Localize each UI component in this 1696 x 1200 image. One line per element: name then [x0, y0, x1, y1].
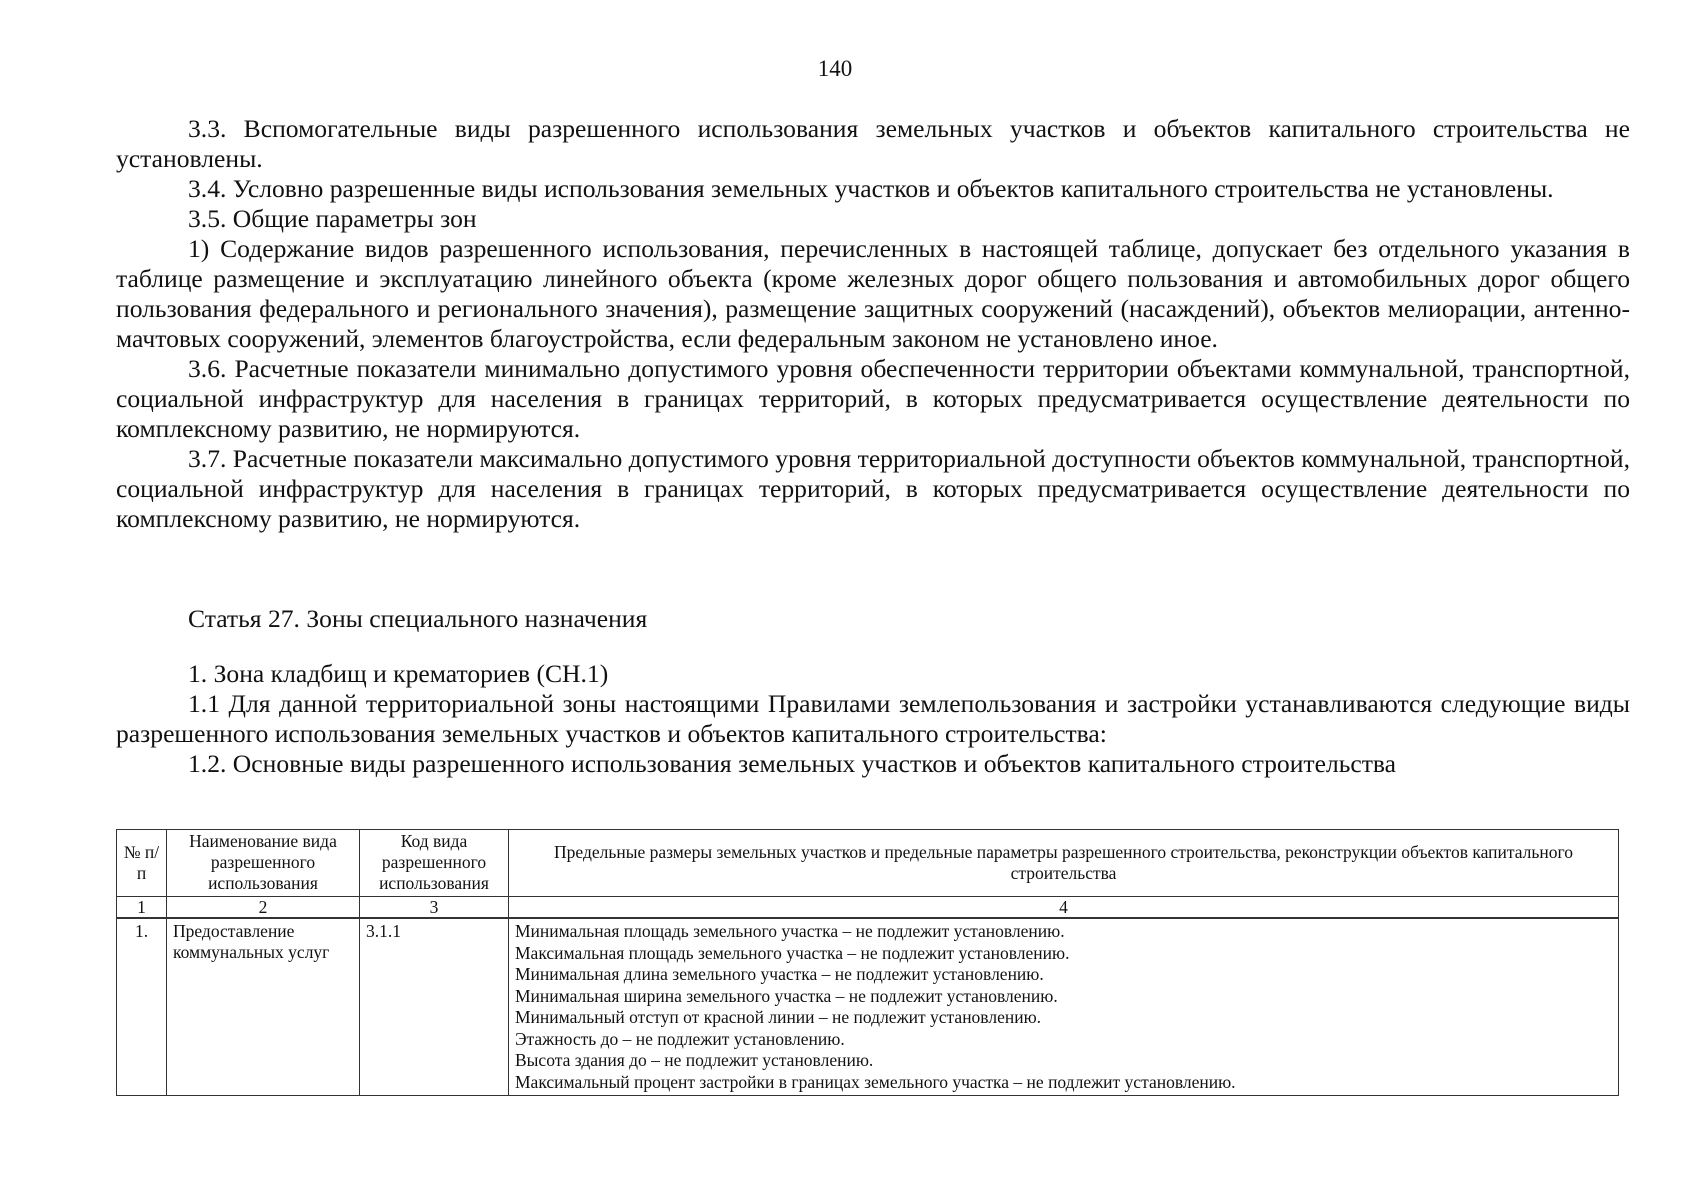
column-number: 1	[117, 897, 167, 919]
param-line: Минимальная площадь земельного участка – не подлежит установлению.	[515, 921, 1065, 941]
paragraph-1-2: 1.2. Основные виды разрешенного использования земельных участков и объектов капитального строительства	[188, 749, 1397, 778]
column-number: 2	[167, 897, 360, 919]
table-column-number-row	[117, 897, 1619, 919]
zone-heading: 1. Зона кладбищ и крематориев (СН.1)	[188, 659, 609, 688]
column-number: 3	[360, 897, 509, 919]
param-line: Минимальная ширина земельного участка – не подлежит установлению.	[515, 985, 1058, 1006]
document-body	[116, 114, 1630, 779]
param-line: Максимальный процент застройки в границах земельного участка – не подлежит установлению.	[515, 1071, 1236, 1092]
row-code: 3.1.1	[360, 918, 509, 1096]
header-num: № п/п	[117, 830, 167, 897]
param-line: Этажность до – не подлежит установлению.	[515, 1028, 845, 1049]
param-line: Высота здания до – не подлежит установлению.	[515, 1050, 874, 1070]
header-code: Код вида разрешенного использования	[360, 830, 509, 897]
paragraph-3-7: 3.7. Расчетные показатели максимально допустимого уровня территориальной доступности объектов коммунальной, транспортной, социальной инфраструктур для населения в границах территорий, в которых предусматривается осуществление деятельности по комплексному развитию, не нормируются.	[116, 444, 1630, 533]
paragraph-3-3: 3.3. Вспомогательные виды разрешенного использования земельных участков и объектов капитального строительства не установлены.	[116, 114, 1630, 173]
table-row	[117, 918, 1619, 1096]
row-num: 1.	[117, 918, 167, 1096]
land-use-table	[116, 829, 1619, 1096]
header-name: Наименование вида разрешенного использования	[167, 830, 360, 897]
param-line: Минимальная длина земельного участка – не подлежит установлению.	[515, 964, 1044, 984]
column-number: 4	[509, 897, 1619, 919]
param-line: Максимальная площадь земельного участка – не подлежит установлению.	[515, 942, 1070, 963]
article-heading: Статья 27. Зоны специального назначения	[188, 604, 648, 633]
paragraph-3-4: 3.4. Условно разрешенные виды использования земельных участков и объектов капитального строительства не установлены.	[188, 174, 1554, 203]
paragraph-1-1: 1.1 Для данной территориальной зоны настоящими Правилами землепользования и застройки устанавливаются следующие виды разрешенного использования земельных участков и объектов капитального строительства:	[116, 689, 1630, 748]
paragraph-3-5-item-1: 1) Содержание видов разрешенного использования, перечисленных в настоящей таблице, допускает без отдельного указания в таблице размещение и эксплуатацию линейного объекта (кроме железных дорог общего пользования и автомобильных дорог общего пользования федерального и регионального значения), размещение защитных сооружений (насаждений), объектов мелиорации, антенно-мачтовых сооружений, элементов благоустройства, если федеральным законом не установлено иное.	[116, 234, 1630, 353]
header-params: Предельные размеры земельных участков и предельные параметры разрешенного строительства, реконструкции объектов капитального строительства	[509, 830, 1619, 897]
page-number: 140	[817, 56, 853, 81]
row-params	[509, 918, 1619, 1096]
row-name: Предоставление коммунальных услуг	[167, 918, 360, 1096]
paragraph-3-6: 3.6. Расчетные показатели минимально допустимого уровня обеспеченности территории объектами коммунальной, транспортной, социальной инфраструктур для населения в границах территорий, в которых предусматривается осуществление деятельности по комплексному развитию, не нормируются.	[116, 354, 1630, 443]
paragraph-3-5: 3.5. Общие параметры зон	[188, 204, 477, 233]
table-header-row	[117, 830, 1619, 897]
param-line: Минимальный отступ от красной линии – не подлежит установлению.	[515, 1007, 1042, 1027]
